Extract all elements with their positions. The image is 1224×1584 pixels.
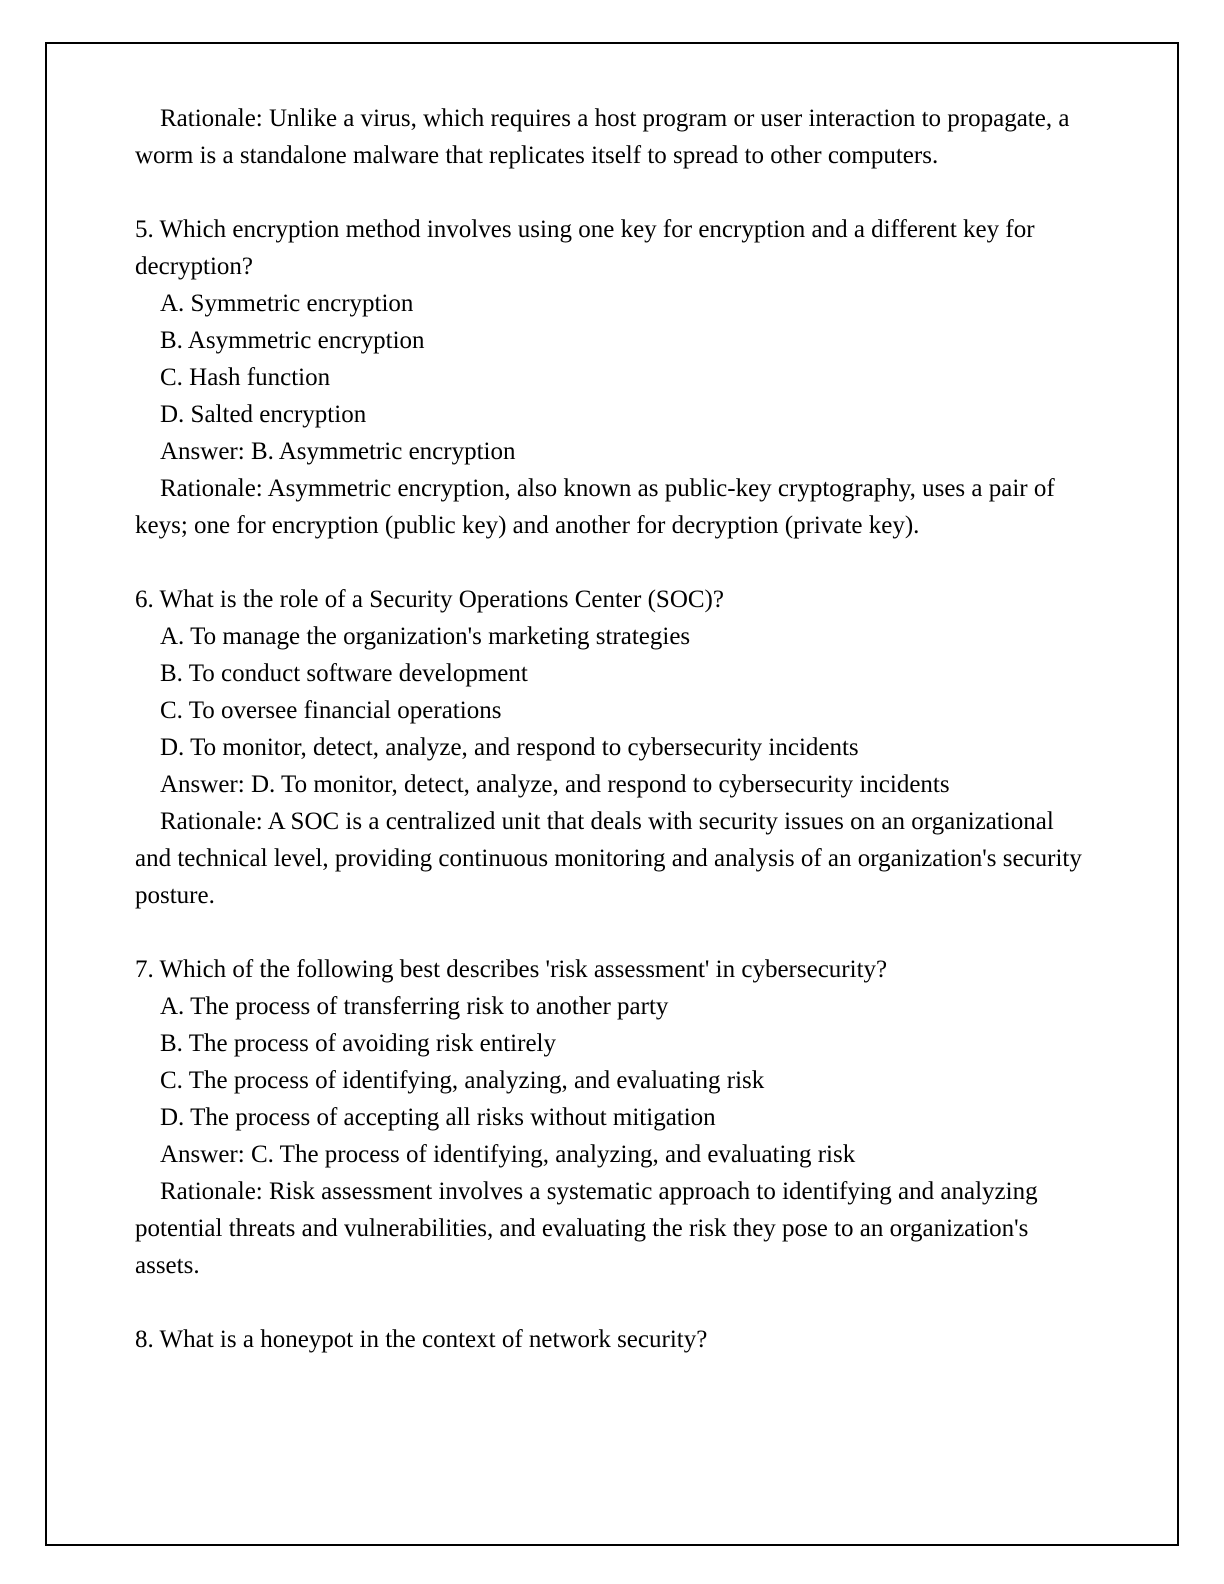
question-6: 6. What is the role of a Security Operations Center (SOC)? xyxy=(135,586,724,613)
question-6-option-d: D. To monitor, detect, analyze, and respond to cybersecurity incidents xyxy=(160,734,859,761)
question-7-option-a: A. The process of transferring risk to another party xyxy=(160,993,669,1020)
question-6-rationale: Rationale: A SOC is a centralized unit that deals with security issues on an organizational and technical level, providing continuous monitoring and analysis of an organization's security posture. xyxy=(135,808,1082,909)
question-6-option-b: B. To conduct software development xyxy=(160,660,528,687)
document-text-column xyxy=(135,100,1083,1358)
question-6-option-c: C. To oversee financial operations xyxy=(160,697,502,724)
question-7-option-d: D. The process of accepting all risks without mitigation xyxy=(160,1104,716,1131)
document-page xyxy=(45,42,1179,1546)
question-6-answer: Answer: D. To monitor, detect, analyze, and respond to cybersecurity incidents xyxy=(160,771,950,798)
question-5-rationale: Rationale: Asymmetric encryption, also known as public-key cryptography, uses a pair of keys; one for encryption (public key) and another for decryption (private key). xyxy=(135,475,1055,539)
question-6-option-a: A. To manage the organization's marketing strategies xyxy=(160,623,691,650)
question-5-option-a: A. Symmetric encryption xyxy=(160,290,414,317)
question-7-rationale: Rationale: Risk assessment involves a systematic approach to identifying and analyzing potential threats and vulnerabilities, and evaluating the risk they pose to an organization's assets. xyxy=(135,1178,1038,1279)
question-8: 8. What is a honeypot in the context of network security? xyxy=(135,1326,708,1353)
question-7-option-c: C. The process of identifying, analyzing, and evaluating risk xyxy=(160,1067,765,1094)
question-7-option-b: B. The process of avoiding risk entirely xyxy=(160,1030,556,1057)
question-5: 5. Which encryption method involves using one key for encryption and a different key for decryption? xyxy=(135,216,1035,280)
question-5-option-d: D. Salted encryption xyxy=(160,401,367,428)
question-5-option-c: C. Hash function xyxy=(160,364,331,391)
question-5-answer: Answer: B. Asymmetric encryption xyxy=(160,438,516,465)
intro-rationale: Rationale: Unlike a virus, which requires a host program or user interaction to propagate, a worm is a standalone malware that replicates itself to spread to other computers. xyxy=(135,105,1070,169)
question-7: 7. Which of the following best describes 'risk assessment' in cybersecurity? xyxy=(135,956,888,983)
question-5-option-b: B. Asymmetric encryption xyxy=(160,327,425,354)
question-7-answer: Answer: C. The process of identifying, analyzing, and evaluating risk xyxy=(160,1141,856,1168)
